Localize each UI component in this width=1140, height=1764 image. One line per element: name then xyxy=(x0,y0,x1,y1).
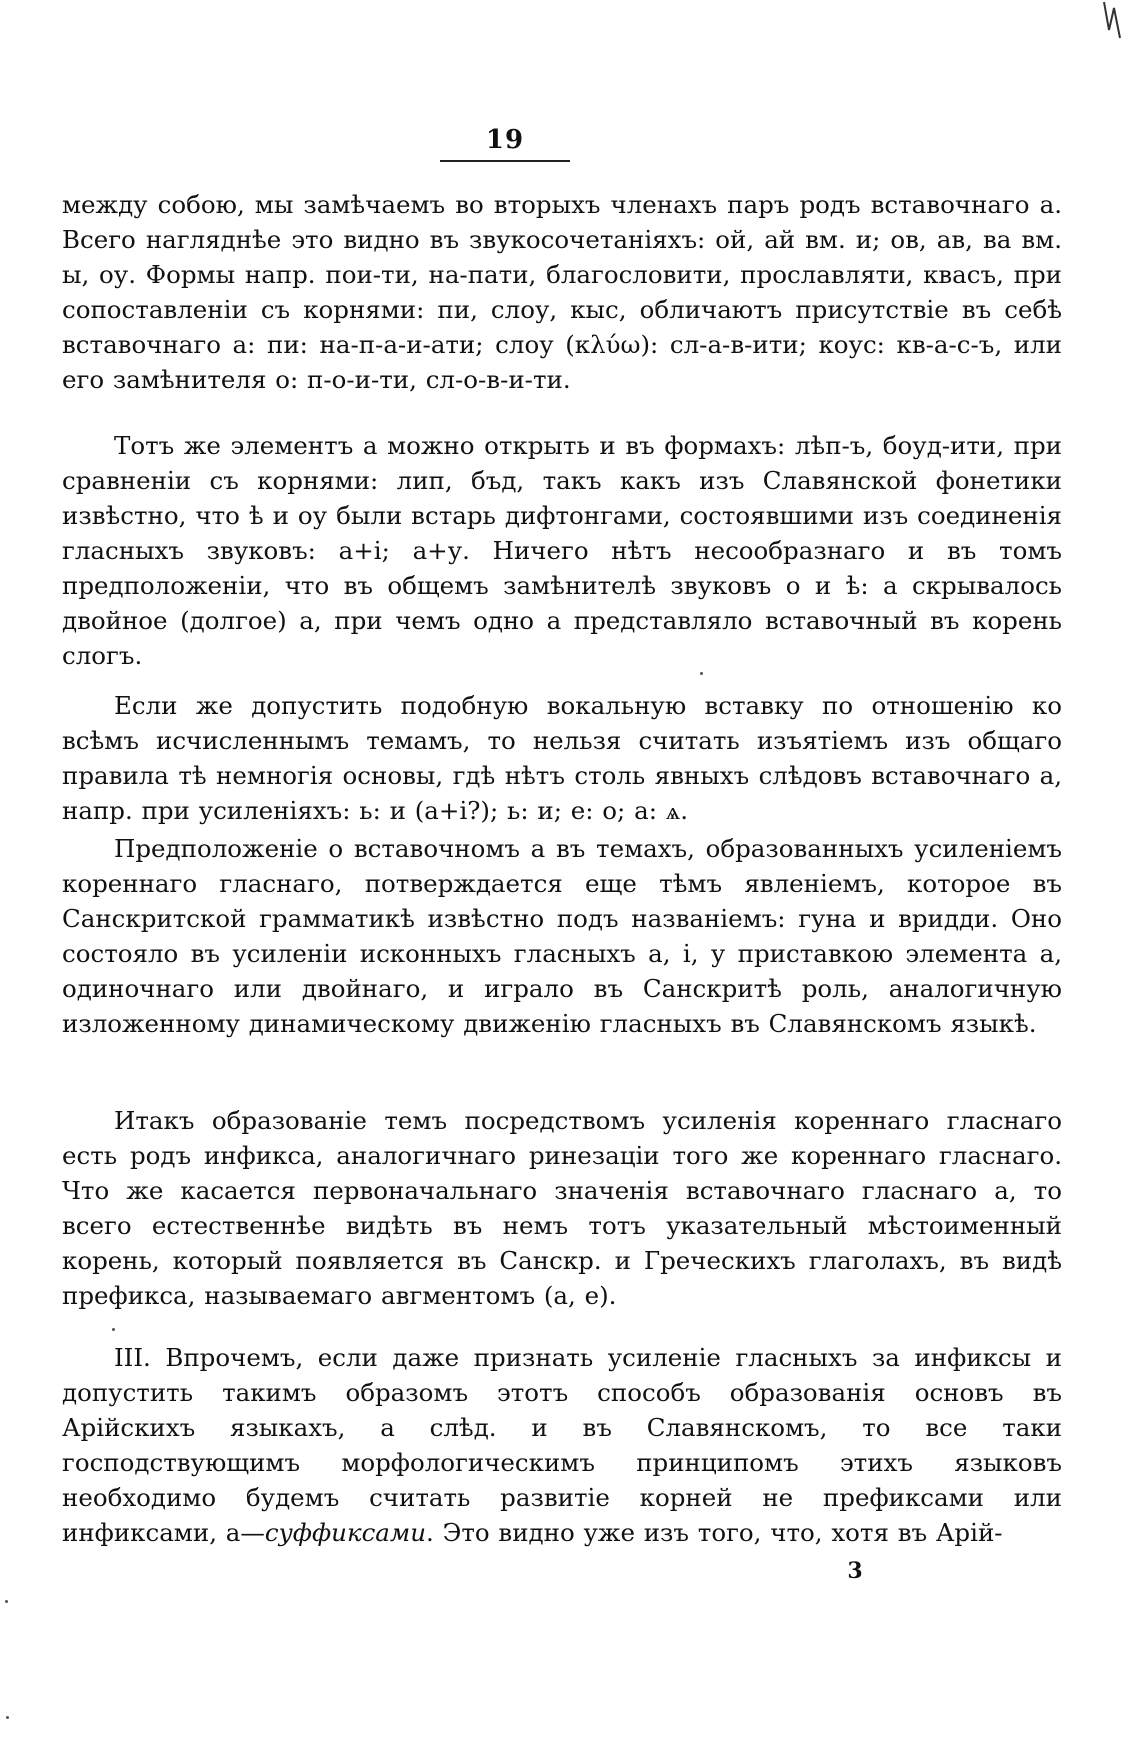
paragraph-6-tail: . Это видно уже изъ того, что, хотя въ Арій- xyxy=(426,1518,1003,1547)
paragraph-1-text: между собою, мы замѣчаемъ во вторыхъ членахъ паръ родъ вставочнаго а. Всего нагляднѣе это видно въ звукосочетаніяхъ: ой, ай вм. и; ов, ав, ва вм. ы, оу. Формы напр. пои-ти, на-пати, благословити, прославляти, квасъ, при сопоставленіи съ корнями: пи, слоу, кыс, обличаютъ присутствіе въ себѣ вставочнаго а: пи: на-п-а-и-ати; слоу (κλύω): сл-а-в-ити; коус: кв-а-с-ъ, или его замѣнителя о: п-о-и-ти, сл-о-в-и-ти. xyxy=(62,190,1062,394)
paragraph-6 xyxy=(62,1340,1062,1550)
paragraph-6-lead: III. Впрочемъ, если даже признать усиленіе гласныхъ за инфиксы и допустить такимъ образомъ этотъ способъ образованія основъ въ Арійскихъ языкахъ, а слѣд. и въ Славянскомъ, то все таки господствующимъ морфологическимъ принципомъ этихъ языковъ необходимо будемъ считать развитіе корней не префиксами или инфиксами, а— xyxy=(62,1343,1062,1547)
signature-mark: 3 xyxy=(847,1558,863,1584)
paper-speck xyxy=(5,1600,8,1603)
paper-speck xyxy=(112,1328,115,1331)
paragraph-6-emphasis: суффиксами xyxy=(264,1518,426,1547)
page-number-rule xyxy=(440,160,570,162)
corner-pen-mark xyxy=(1100,0,1130,42)
paper-speck xyxy=(700,672,703,675)
paragraph-1 xyxy=(62,187,1062,397)
paragraph-2-text: Тотъ же элементъ а можно открыть и въ формахъ: лѣп-ъ, боуд-ити, при сравненіи съ корнями: лип, бъд, такъ какъ изъ Славянской фонетики извѣстно, что ѣ и оу были встарь дифтонгами, состоявшими изъ соединенія гласныхъ звуковъ: а+і; а+у. Ничего нѣтъ несообразнаго и въ томъ предположеніи, что въ общемъ замѣнителѣ звуковъ о и ѣ: а скрывалось двойное (долгое) а, при чемъ одно а представляло вставочный въ корень слогъ. xyxy=(62,431,1062,670)
paragraph-4 xyxy=(62,831,1062,1041)
paragraph-5-text: Итакъ образованіе темъ посредствомъ усиленія кореннаго гласнаго есть родъ инфикса, аналогичнаго ринезаціи того же кореннаго гласнаго. Что же касается первоначальнаго значенія вставочнаго гласнаго а, то всего естественнѣе видѣть въ немъ тотъ указательный мѣстоименный корень, который появляется въ Санскр. и Греческихъ глаголахъ, въ видѣ префикса, называемаго авгментомъ (а, е). xyxy=(62,1106,1062,1310)
paragraph-3 xyxy=(62,688,1062,828)
paper-speck xyxy=(6,1716,9,1719)
paragraph-5 xyxy=(62,1103,1062,1313)
paragraph-3-text: Если же допустить подобную вокальную вставку по отношенію ко всѣмъ исчисленнымъ темамъ, то нельзя считать изъятіемъ изъ общаго правила тѣ немногія основы, гдѣ нѣтъ столь явныхъ слѣдовъ вставочнаго а, напр. при усиленіяхъ: ь: и (а+і?); ь: и; е: о; а: ѧ. xyxy=(62,691,1062,825)
paragraph-4-text: Предположеніе о вставочномъ а въ темахъ, образованныхъ усиленіемъ кореннаго гласнаго, потверждается еще тѣмъ явленіемъ, которое въ Санскритской грамматикѣ извѣстно подъ названіемъ: гуна и вридди. Оно состояло въ усиленіи исконныхъ гласныхъ а, і, у приставкою элемента а, одиночнаго или двойнаго, и играло въ Санскритѣ роль, аналогичную изложенному динамическому движенію гласныхъ въ Славянскомъ языкѣ. xyxy=(62,834,1062,1038)
paragraph-2 xyxy=(62,428,1062,673)
page-number: 19 xyxy=(485,125,525,155)
